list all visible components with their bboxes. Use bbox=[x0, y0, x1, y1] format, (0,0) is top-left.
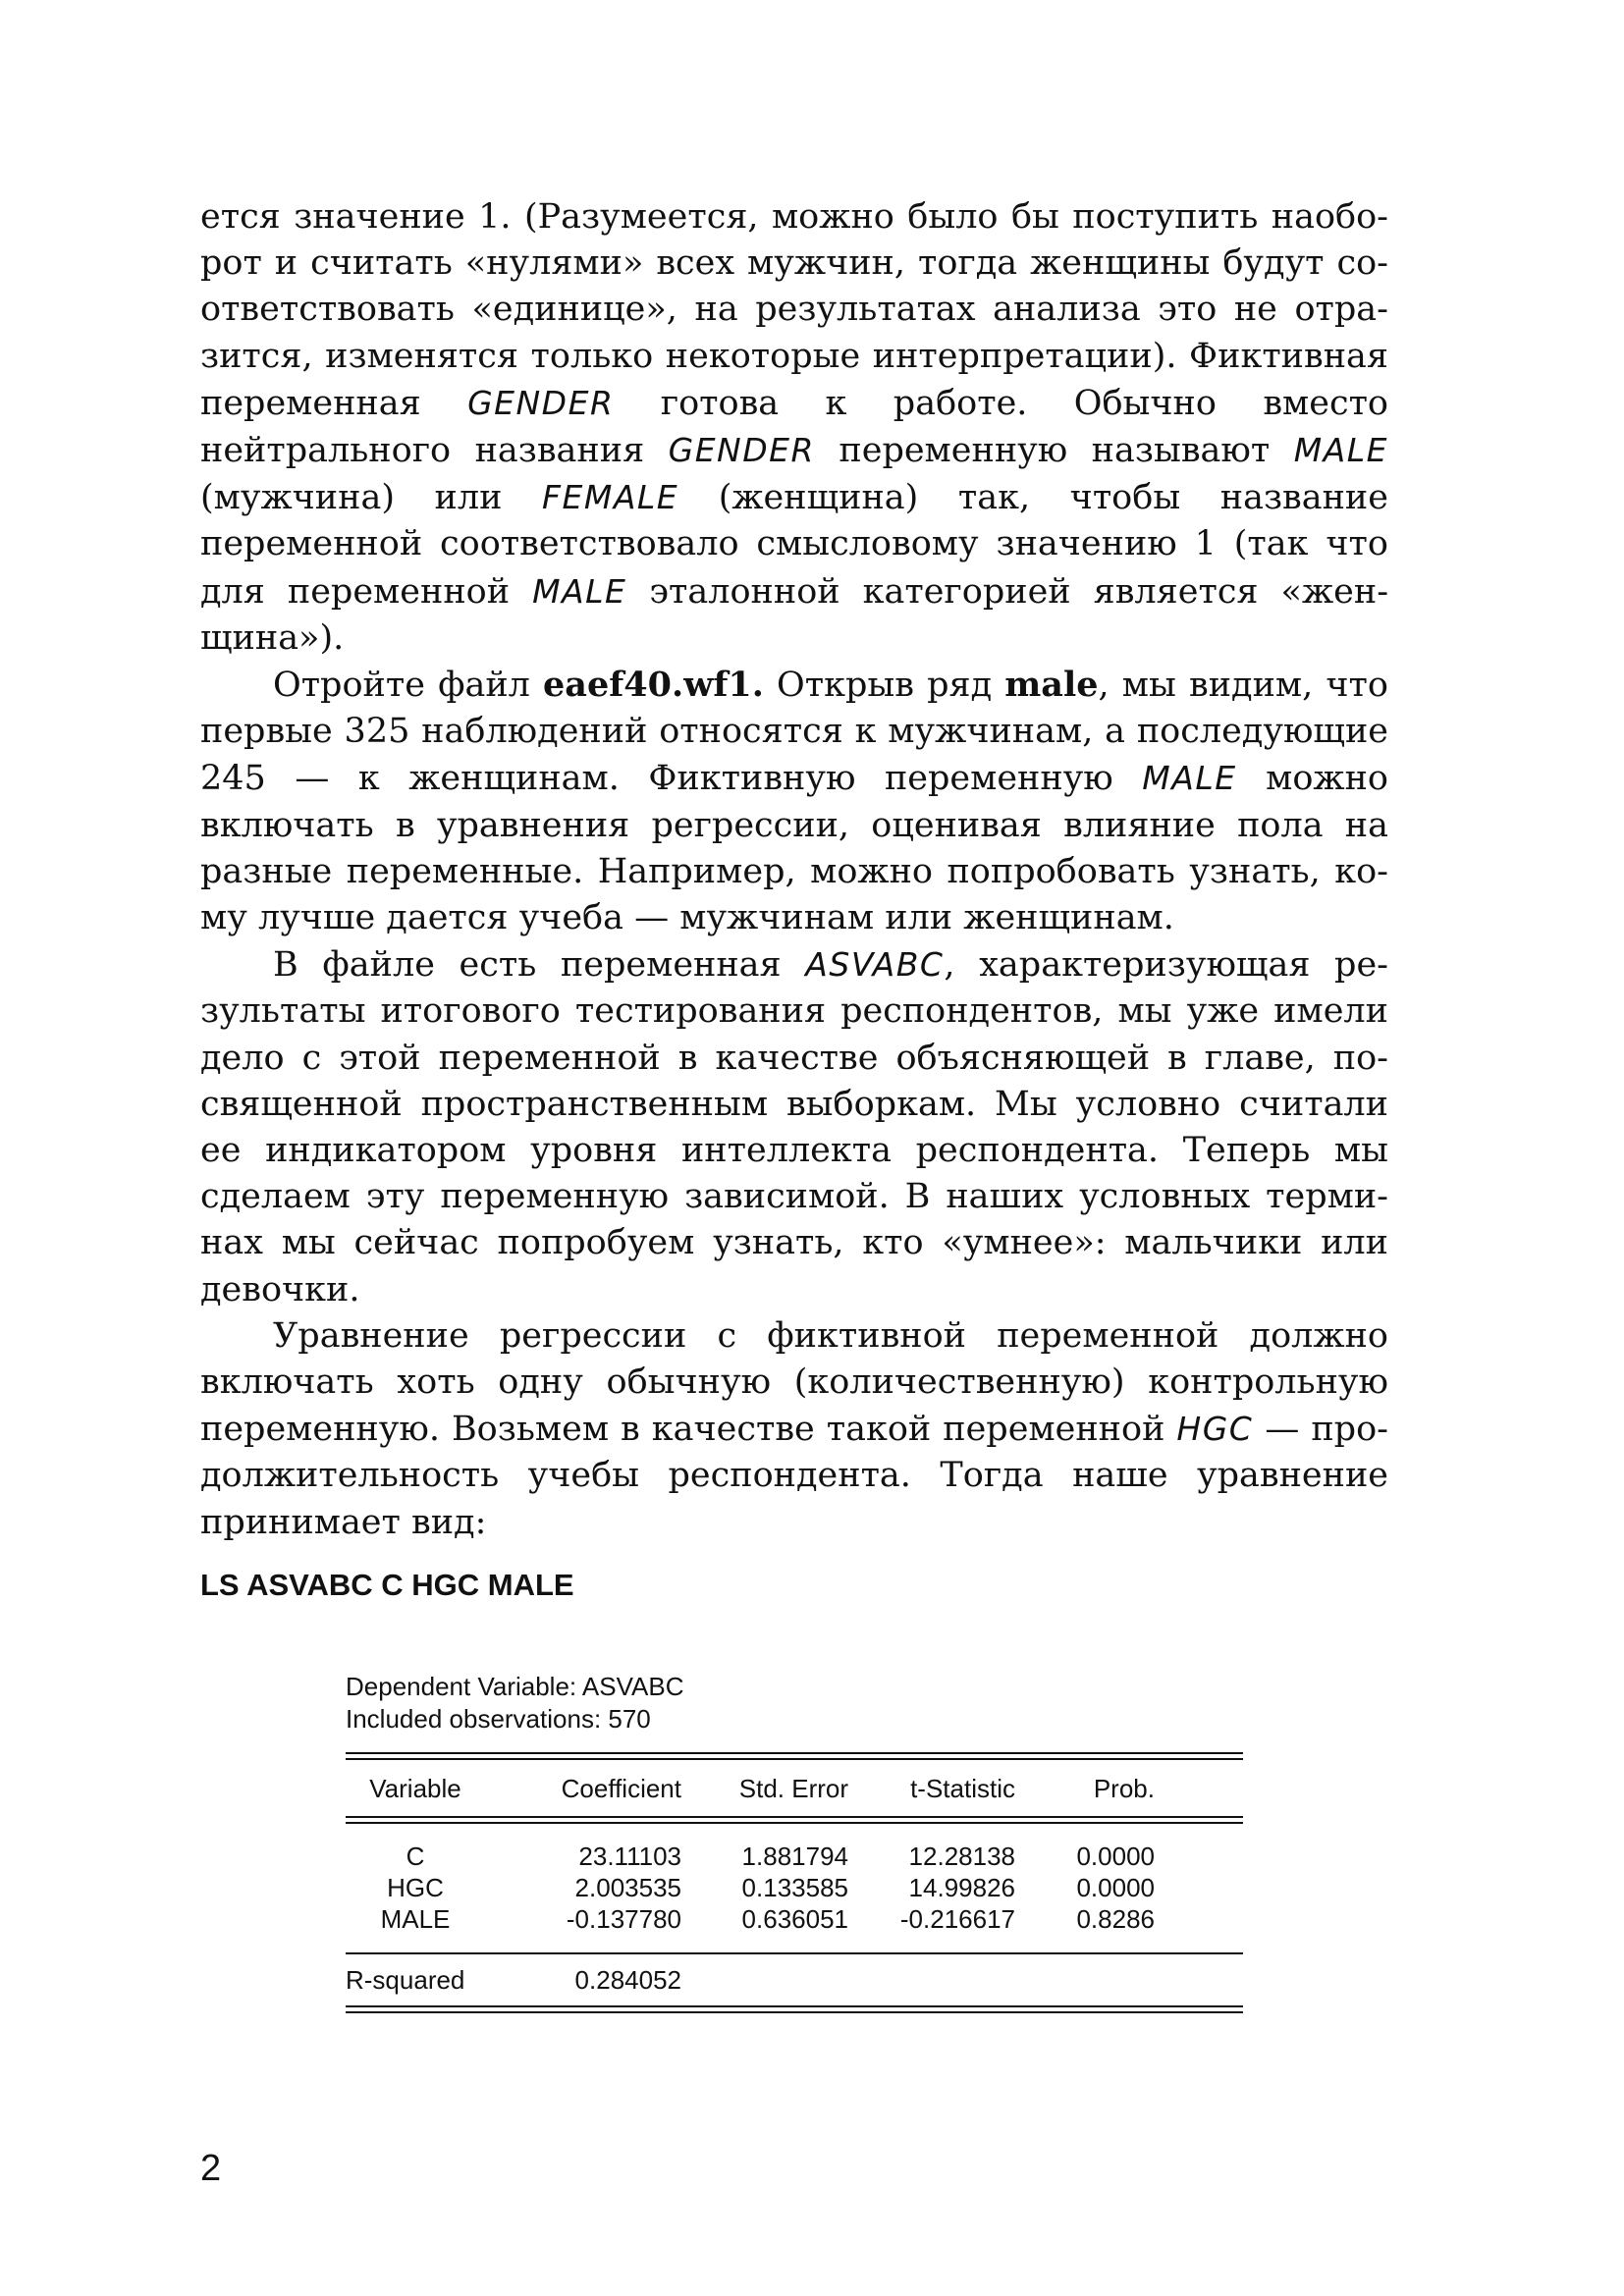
text-run: переменную называют bbox=[814, 431, 1294, 471]
text-run: Открыв ряд bbox=[763, 666, 1005, 706]
col-header-variable: Variable bbox=[369, 1774, 461, 1803]
text-run: В файле есть переменная bbox=[273, 945, 806, 986]
dependent-variable: Dependent Variable: ASVABC bbox=[346, 1672, 684, 1701]
variable-name: ASVABC bbox=[805, 945, 945, 985]
table-row bbox=[346, 1872, 1243, 1903]
stats-rule bbox=[346, 1952, 1243, 1954]
variable-name: FEMALE bbox=[542, 478, 679, 517]
prob-value: 0.0000 bbox=[1076, 1842, 1155, 1871]
variable-name: HGC bbox=[387, 1873, 444, 1902]
variable-name: HGC bbox=[1176, 1410, 1254, 1449]
t-statistic-value: 14.99826 bbox=[908, 1873, 1015, 1902]
variable-name: MALE bbox=[380, 1904, 451, 1934]
eviews-command: LS ASVABC C HGC MALE bbox=[200, 1568, 574, 1602]
std-error-value: 0.636051 bbox=[741, 1904, 848, 1934]
t-statistic-value: -0.216617 bbox=[899, 1904, 1015, 1934]
variable-name: MALE bbox=[532, 571, 627, 611]
table-row bbox=[346, 1841, 1243, 1872]
col-header-coefficient: Coefficient bbox=[561, 1774, 681, 1803]
col-header-prob: Prob. bbox=[1093, 1774, 1155, 1803]
r-squared-label: R-squared bbox=[346, 1965, 465, 1995]
coefficient-value: 2.003535 bbox=[574, 1873, 681, 1902]
t-statistic-value: 12.28138 bbox=[908, 1842, 1015, 1871]
header-rule bbox=[346, 1816, 1243, 1824]
text-run: ется значение 1. (Разумеется, можно было бы поступить наоборот и считать «нулями» всех мужчин, тогда женщины будут соответствовать «единице», на результатах анализа это не отразится, изменятся только некоторые интерпретации). Фиктивная переменная bbox=[200, 197, 1388, 423]
text-run: Отройте файл bbox=[273, 666, 544, 706]
col-header-t-statistic: t-Statistic bbox=[910, 1774, 1015, 1803]
regression-output bbox=[346, 1671, 1243, 2013]
variable-name: C bbox=[406, 1842, 425, 1871]
table-row bbox=[346, 1903, 1243, 1935]
variable-name: GENDER bbox=[467, 383, 615, 422]
text-run: эталонной категорией является «женщина»). bbox=[200, 571, 1389, 658]
included-observations: Included observations: 570 bbox=[346, 1704, 651, 1734]
variable-name: MALE bbox=[1142, 759, 1237, 798]
table-header-row bbox=[346, 1769, 1243, 1808]
page-number: 2 bbox=[200, 2148, 222, 2189]
text-run: (мужчина) или bbox=[200, 478, 543, 518]
text-run: , характеризующая результаты итогового тестирования респондентов, мы уже имели дело с этой переменной в качестве объясняющей в главе, посвященной пространственным выборкам. Мы условно считали ее индикатором уровня интеллекта респондента. Теперь мы сделаем эту переменную зависимой. В наших условных терминах мы сейчас попробуем узнать, кто «умнее»: мальчики или девочки. bbox=[200, 945, 1388, 1309]
paragraph bbox=[200, 662, 1388, 941]
r-squared-value: 0.284052 bbox=[574, 1965, 681, 1995]
table-bottom-rule bbox=[346, 2005, 1243, 2013]
paragraph bbox=[200, 1313, 1388, 1546]
prob-value: 0.8286 bbox=[1076, 1904, 1155, 1934]
text-run: готова к работе. Обычно вместо нейтрального названия bbox=[200, 383, 1389, 471]
table-top-rule bbox=[346, 1752, 1243, 1760]
text-run: — продолжительность учебы респондента. Тогда наше уравнение принимает вид: bbox=[200, 1410, 1388, 1542]
paragraph bbox=[200, 194, 1388, 662]
bold-term: male bbox=[1004, 665, 1099, 706]
text-run: можно включать в уравнения регрессии, оценивая влияние пола на разные переменные. Например, можно попробовать узнать, кому лучше дается учеба — мужчинам или женщинам. bbox=[200, 759, 1388, 938]
text-run: Уравнение регрессии с фиктивной переменной должно включать хоть одну обычную (количественную) контрольную переменную. Возьмем в качестве такой переменной bbox=[200, 1315, 1388, 1450]
text-run: (женщина) так, чтобы название переменной соответствовало смысловому значению 1 (так что для переменной bbox=[200, 478, 1388, 612]
std-error-value: 0.133585 bbox=[741, 1873, 848, 1902]
prob-value: 0.0000 bbox=[1076, 1873, 1155, 1902]
variable-name: GENDER bbox=[668, 431, 815, 470]
col-header-std-error: Std. Error bbox=[738, 1774, 848, 1803]
r-squared-row bbox=[346, 1960, 1243, 2000]
bold-term: eaef40.wf1. bbox=[543, 665, 764, 706]
text-run: , мы видим, что первые 325 наблюдений относятся к мужчинам, а последующие 245 — к женщинам. Фиктивную переменную bbox=[200, 666, 1388, 799]
body-text bbox=[200, 194, 1388, 1546]
std-error-value: 1.881794 bbox=[741, 1842, 848, 1871]
variable-name: MALE bbox=[1293, 431, 1388, 470]
coefficient-value: -0.137780 bbox=[566, 1904, 681, 1934]
paragraph bbox=[200, 941, 1388, 1313]
coefficient-value: 23.11103 bbox=[578, 1842, 681, 1871]
